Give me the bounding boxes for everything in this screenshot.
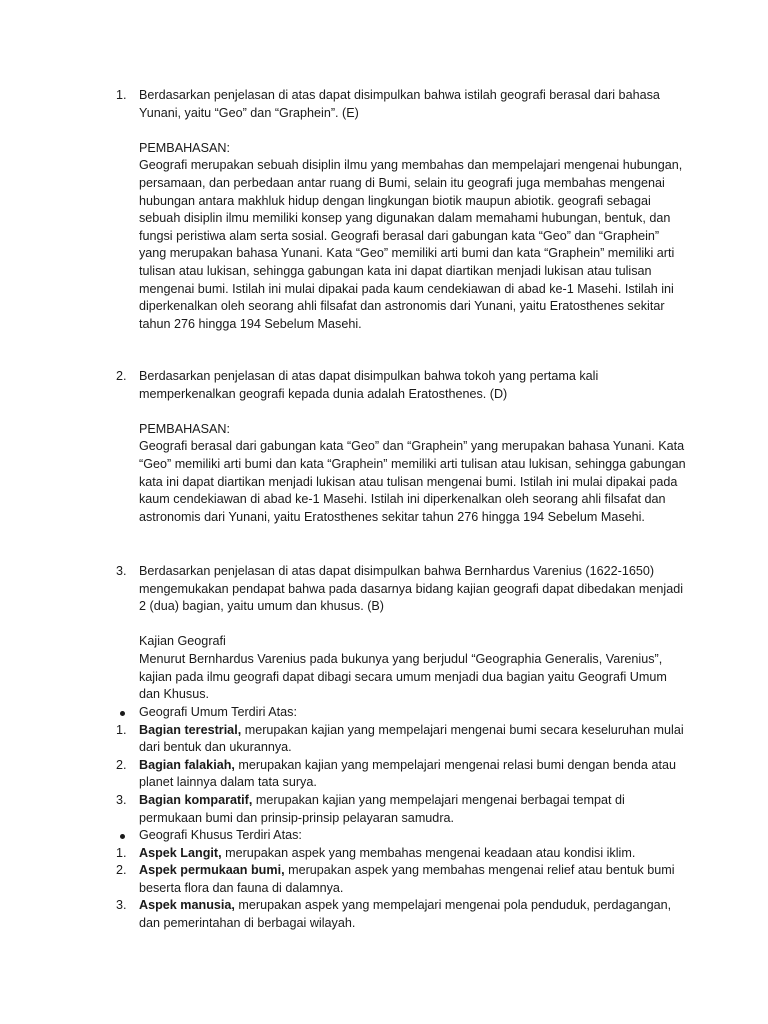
term-text: Aspek Langit, bbox=[139, 845, 222, 860]
question-text: Berdasarkan penjelasan di atas dapat disimpulkan bahwa tokoh yang pertama kali memperkenalkan geografi kepada dunia adalah Eratosthenes. (D) bbox=[139, 369, 599, 401]
description-text: merupakan aspek yang membahas mengenai relief atau bentuk bumi beserta flora dan fauna di dalamnya. bbox=[139, 863, 675, 895]
item-number: 3. bbox=[116, 792, 127, 807]
list-item bbox=[116, 845, 686, 863]
item-number: 2. bbox=[116, 757, 127, 772]
bullet-icon bbox=[120, 834, 125, 839]
question-text: Berdasarkan penjelasan di atas dapat disimpulkan bahwa Bernhardus Varenius (1622-1650) mengemukakan pendapat bahwa pada dasarnya bidang kajian geografi dapat dibedakan menjadi 2 (dua) bagian, yaitu umum dan khusus. (B) bbox=[139, 564, 684, 614]
bullet-title: Geografi Khusus Terdiri Atas: bbox=[139, 828, 302, 842]
section-heading: PEMBAHASAN: bbox=[139, 421, 230, 436]
list-item bbox=[116, 722, 686, 757]
item-number: 2. bbox=[116, 863, 127, 878]
list-item-2 bbox=[116, 368, 686, 526]
geografi-umum-section bbox=[116, 704, 686, 827]
list-item bbox=[116, 757, 686, 792]
list-item bbox=[116, 792, 686, 827]
geografi-khusus-section bbox=[116, 827, 686, 933]
section-heading: PEMBAHASAN: bbox=[139, 140, 230, 155]
description-text: merupakan aspek yang mempelajari mengenai pola penduduk, perdagangan, dan pemerintahan di berbagai wilayah. bbox=[139, 898, 672, 930]
item-number: 2. bbox=[116, 369, 127, 383]
item-number: 3. bbox=[116, 564, 127, 578]
term-text: Aspek manusia, bbox=[139, 898, 235, 913]
item-number: 1. bbox=[116, 845, 127, 860]
term-text: Bagian komparatif, bbox=[139, 792, 253, 807]
item-number: 1. bbox=[116, 722, 127, 737]
list-item bbox=[116, 862, 686, 897]
term-text: Bagian terestrial, bbox=[139, 722, 242, 737]
bullet-item bbox=[116, 827, 686, 845]
description-text: merupakan kajian yang mempelajari mengenai bumi secara keseluruhan mulai dari bentuk dan ukurannya. bbox=[139, 722, 684, 755]
bullet-icon bbox=[120, 711, 125, 716]
term-text: Bagian falakiah, bbox=[139, 757, 235, 772]
section-heading: Kajian Geografi bbox=[139, 634, 226, 649]
term-text: Aspek permukaan bumi, bbox=[139, 863, 285, 878]
description-text: merupakan kajian yang mempelajari mengenai berbagai tempat di permukaan bumi dan prinsip-prinsip pelayaran samudra. bbox=[139, 792, 625, 825]
bullet-item bbox=[116, 704, 686, 722]
item-number: 3. bbox=[116, 898, 127, 913]
explanation-text: Geografi berasal dari gabungan kata “Geo” dan “Graphein” yang merupakan bahasa Yunani. Kata “Geo” memiliki arti bumi dan kata “Graphein” memiliki arti tulisan atau lukisan, sehingga gabungan kata ini dapat diartikan menjadi lukisan atau tulisan mengenai bumi. Istilah ini mulai dipakai pada kaum cendekiawan di abad ke-1 Masehi. Istilah ini diperkenalkan oleh seorang ahli filsafat dan astronomis dari Yunani, yaitu Eratosthenes sekitar tahun 276 hingga 194 Sebelum Masehi. bbox=[139, 439, 686, 524]
item-number: 1. bbox=[116, 88, 127, 102]
explanation-text: Menurut Bernhardus Varenius pada bukunya yang berjudul “Geographia Generalis, Varenius”, kajian pada ilmu geografi dapat dibagi secara umum menjadi dua bagian yaitu Geografi Umum dan Khusus. bbox=[139, 651, 667, 702]
description-text: merupakan kajian yang mempelajari mengenai relasi bumi dengan benda atau planet lainnya dalam tata surya. bbox=[139, 757, 676, 790]
list-item-3 bbox=[116, 563, 686, 704]
question-text: Berdasarkan penjelasan di atas dapat disimpulkan bahwa istilah geografi berasal dari bahasa Yunani, yaitu “Geo” dan “Graphein”. (E) bbox=[139, 88, 660, 120]
explanation-text: Geografi merupakan sebuah disiplin ilmu yang membahas dan mempelajari mengenai hubungan, persamaan, dan perbedaan antar ruang di Bumi, selain itu geografi juga membahas mengenai hubungan antara makhluk hidup dengan lingkungan biotik maupun abiotik. geografi sebagai sebuah disiplin ilmu memiliki konsep yang digunakan dalam memahami hubungan, bentuk, dan fungsi peristiwa alam serta sosial. Geografi berasal dari gabungan kata “Geo” dan “Graphein” yang merupakan bahasa Yunani. Kata “Geo” memiliki arti bumi dan kata “Graphein” memiliki arti tulisan atau lukisan, sehingga gabungan kata ini dapat diartikan menjadi lukisan atau tulisan mengenai bumi. Istilah ini mulai dipakai pada kaum cendekiawan di abad ke-1 Masehi. Istilah ini diperkenalkan oleh seorang ahli filsafat dan astronomis dari Yunani, yaitu Eratosthenes sekitar tahun 276 hingga 194 Sebelum Masehi. bbox=[139, 158, 683, 331]
list-item-1 bbox=[116, 87, 686, 333]
description-text: merupakan aspek yang membahas mengenai keadaan atau kondisi iklim. bbox=[221, 845, 636, 860]
list-item bbox=[116, 897, 686, 932]
bullet-title: Geografi Umum Terdiri Atas: bbox=[139, 705, 297, 719]
